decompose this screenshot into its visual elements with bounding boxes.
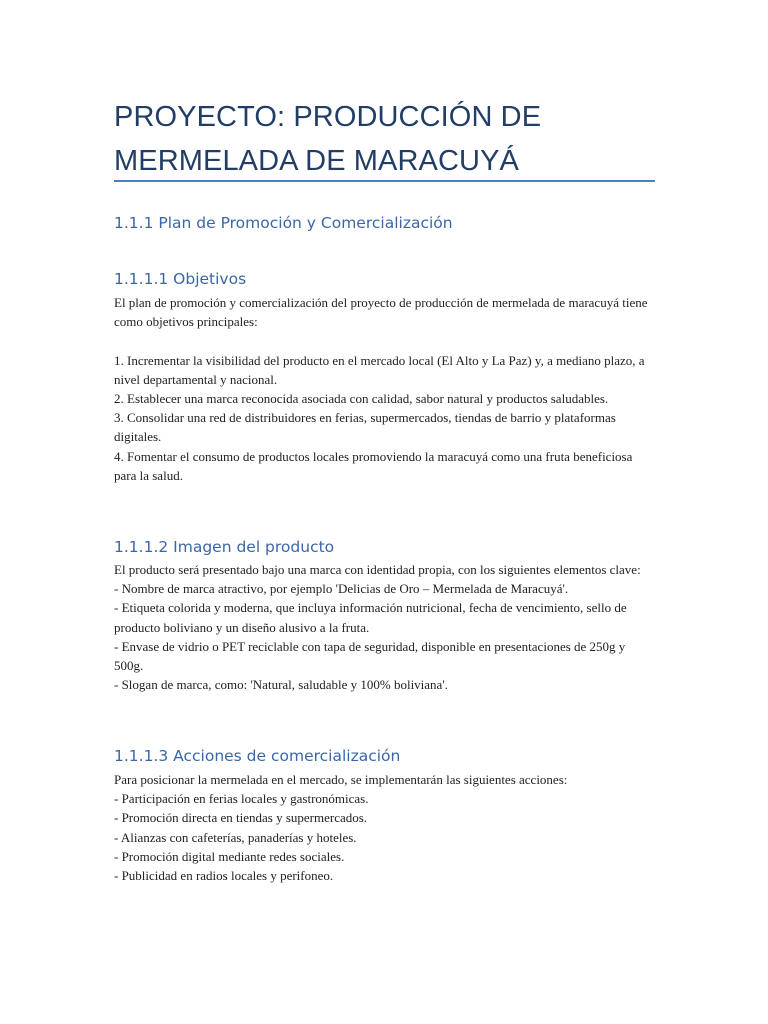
list-item: - Participación en ferias locales y gastronómicas. bbox=[114, 791, 369, 807]
subsection-body-imagen bbox=[114, 560, 649, 694]
list-item: - Publicidad en radios locales y perifoneo. bbox=[114, 868, 334, 884]
list-item: 4. Fomentar el consumo de productos locales promoviendo la maracuyá como una fruta beneficiosa para la salud. bbox=[114, 448, 633, 483]
list-item: - Alianzas con cafeterías, panaderías y hoteles. bbox=[114, 829, 357, 845]
list-item: - Slogan de marca, como: 'Natural, saludable y 100% boliviana'. bbox=[114, 677, 448, 693]
list-item: - Nombre de marca atractivo, por ejemplo 'Delicias de Oro – Mermelada de Maracuyá'. bbox=[114, 581, 569, 597]
list-item: 3. Consolidar una red de distribuidores en ferias, supermercados, tiendas de barrio y plataformas digitales. bbox=[114, 410, 616, 445]
subsection-heading-imagen: 1.1.1.2 Imagen del producto bbox=[114, 538, 335, 556]
section-heading: 1.1.1 Plan de Promoción y Comercialización bbox=[114, 214, 453, 232]
list-item: - Promoción digital mediante redes sociales. bbox=[114, 848, 345, 864]
document-title: PROYECTO: PRODUCCIÓN DE MERMELADA DE MARACUYÁ bbox=[114, 101, 542, 177]
paragraph-intro: Para posicionar la mermelada en el mercado, se implementarán las siguientes acciones: bbox=[114, 772, 568, 787]
list-item: - Envase de vidrio o PET reciclable con tapa de seguridad, disponible en presentaciones de 250g y 500g. bbox=[114, 638, 626, 674]
title-underline bbox=[114, 180, 655, 182]
subsection-body-acciones bbox=[114, 770, 649, 885]
list-item: - Promoción directa en tiendas y supermercados. bbox=[114, 810, 368, 826]
list-item: 2. Establecer una marca reconocida asociada con calidad, sabor natural y productos saludables. bbox=[114, 391, 609, 406]
subsection-heading-objetivos: 1.1.1.1 Objetivos bbox=[114, 270, 247, 288]
paragraph-spacer bbox=[114, 331, 649, 350]
list-item: - Etiqueta colorida y moderna, que incluya información nutricional, fecha de vencimiento, sello de producto boliviano y un diseño alusivo a la fruta. bbox=[114, 600, 627, 635]
subsection-heading-acciones: 1.1.1.3 Acciones de comercialización bbox=[114, 747, 401, 765]
list-item: 1. Incrementar la visibilidad del producto en el mercado local (El Alto y La Paz) y, a mediano plazo, a nivel departamental y nacional. bbox=[114, 352, 645, 387]
subsection-body-objetivos bbox=[114, 293, 649, 485]
paragraph-intro: El plan de promoción y comercialización del proyecto de producción de mermelada de maracuyá tiene como objetivos principales: bbox=[114, 295, 648, 330]
paragraph-intro: El producto será presentado bajo una marca con identidad propia, con los siguientes elementos clave: bbox=[114, 562, 641, 577]
